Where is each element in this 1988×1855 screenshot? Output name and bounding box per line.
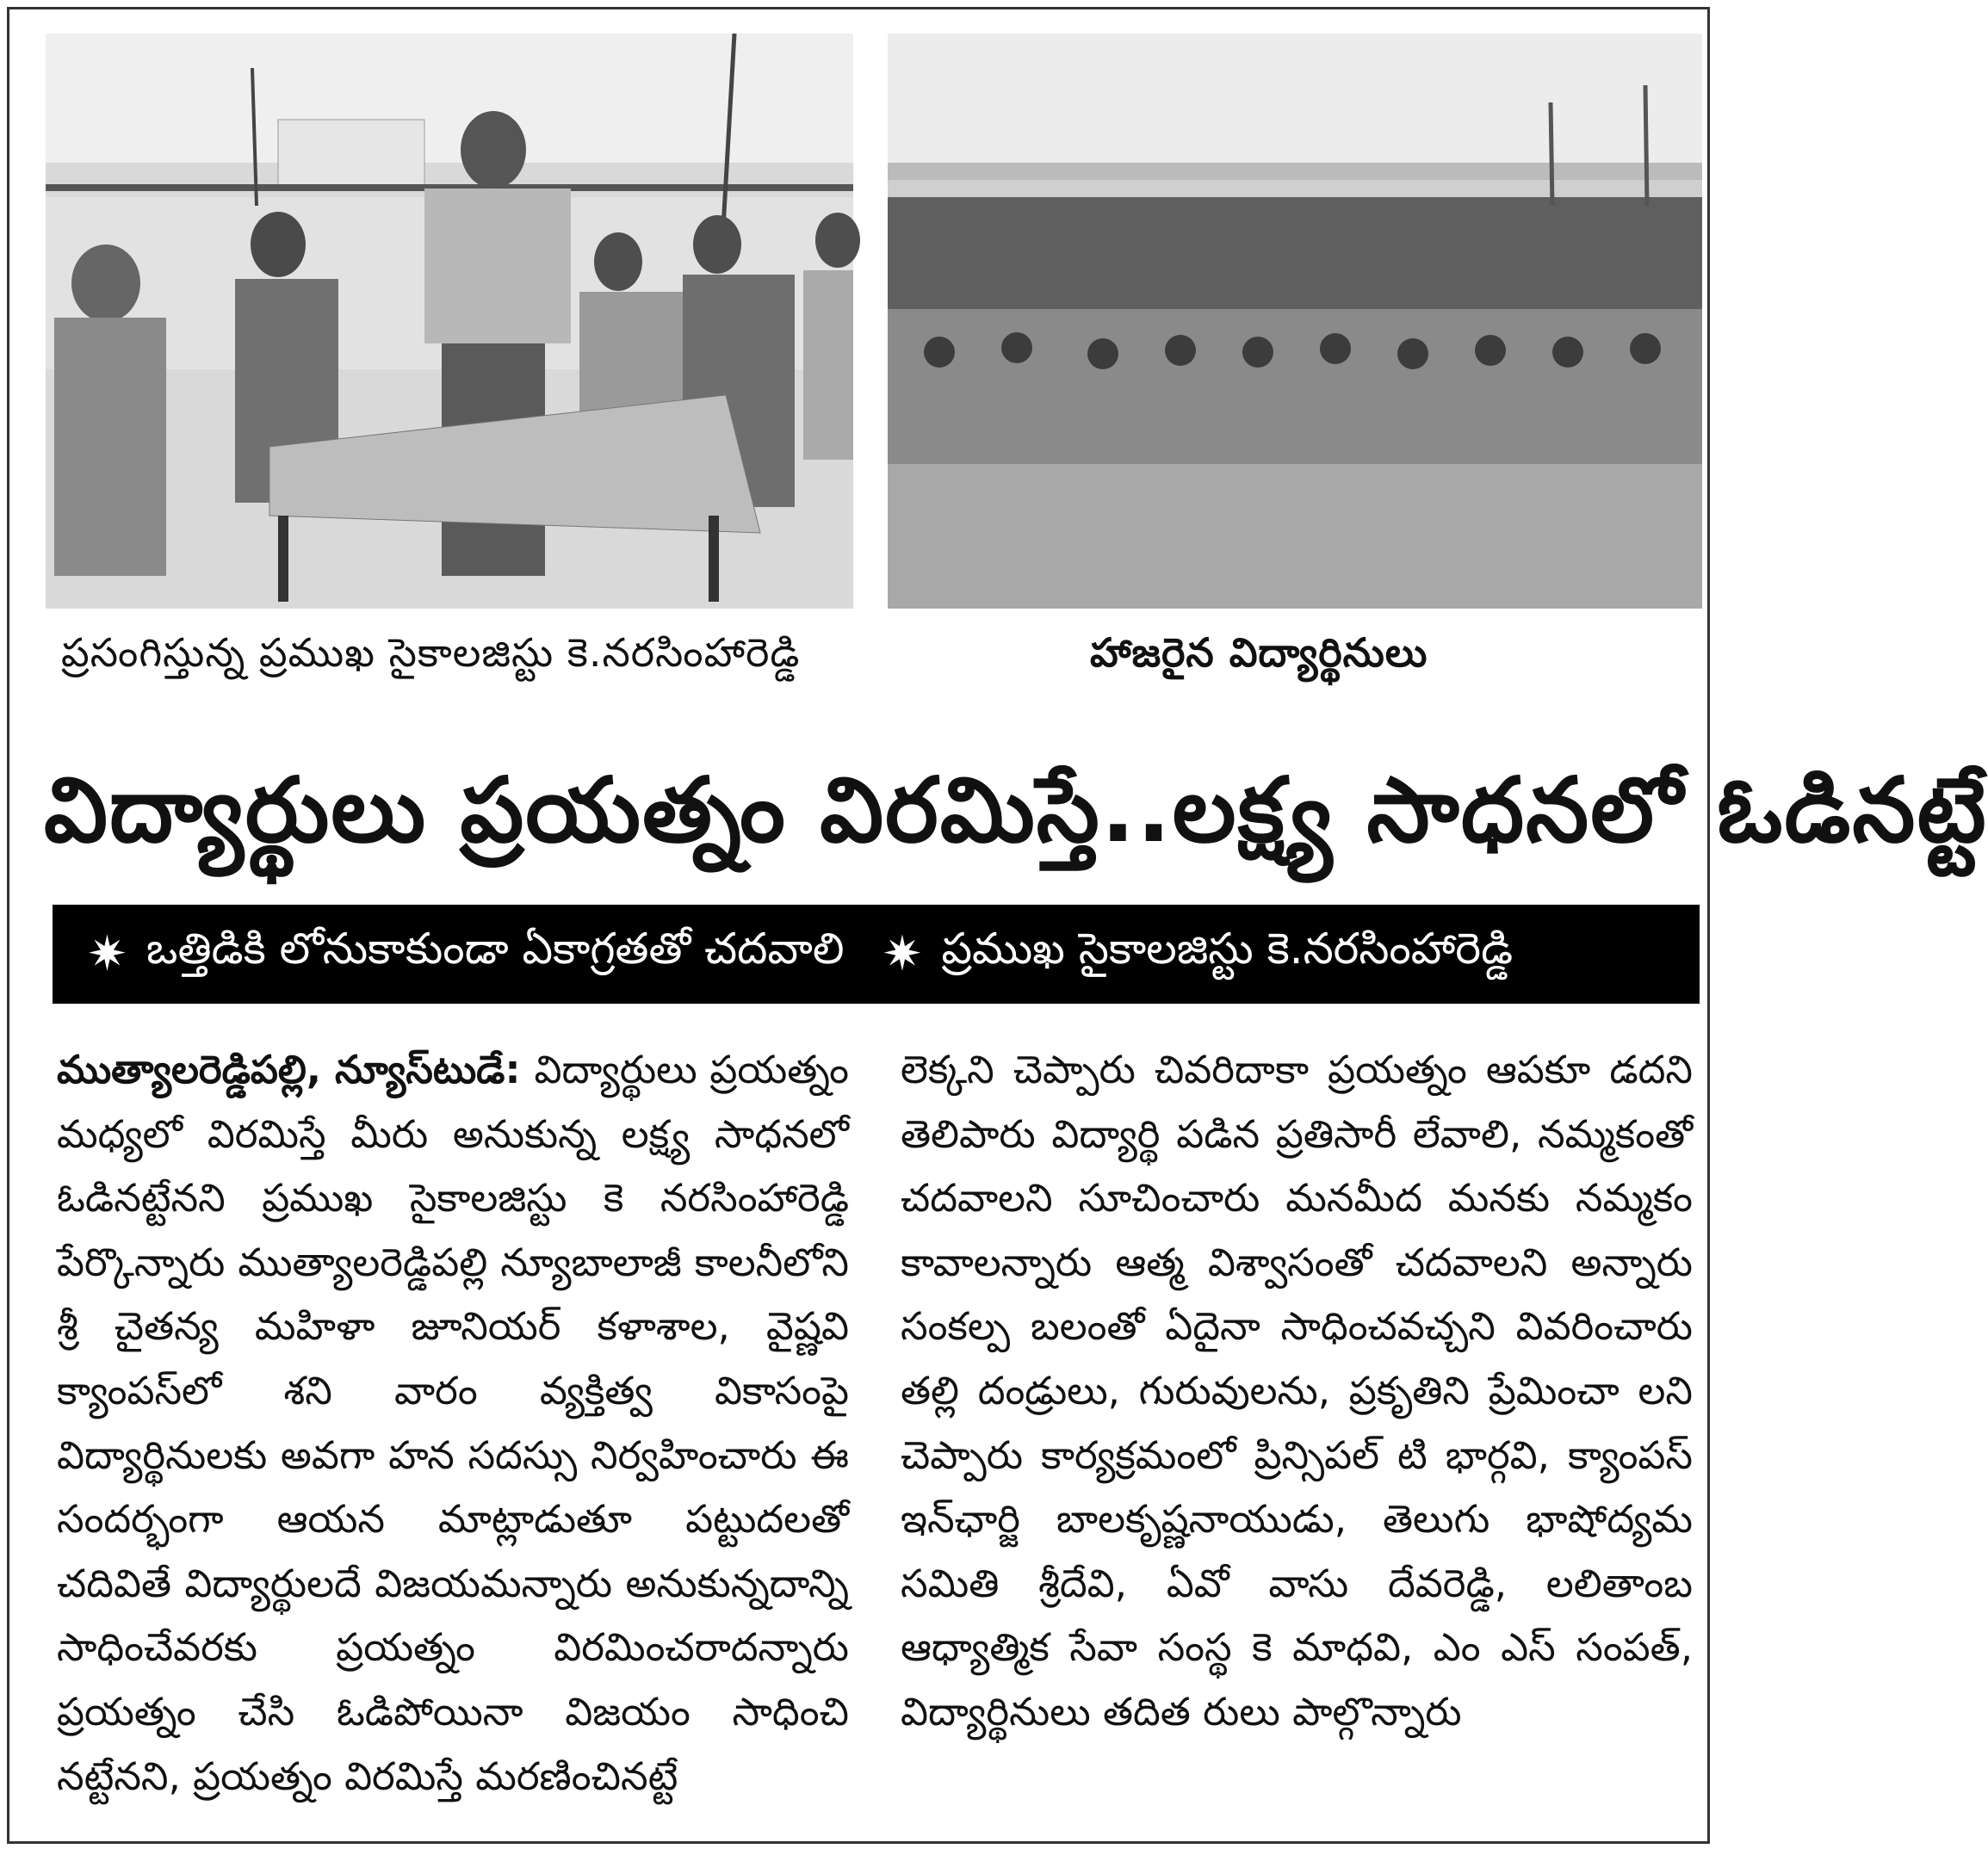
star-icon: ✷ xyxy=(87,926,127,982)
audience-photo xyxy=(888,34,1702,609)
right-photo-caption: హాజరైన విద్యార్థినులు xyxy=(1090,629,1428,676)
speaker-photo-image xyxy=(46,34,853,609)
newspaper-clipping xyxy=(7,7,1988,1844)
audience-photo-image xyxy=(888,34,1702,609)
subheadline-bar xyxy=(53,905,1700,1004)
article-body-left: విద్యార్థులు ప్రయత్నం మధ్యలో విరమిస్తే మీరు అనుకున్న లక్ష్య సాధనలో ఓడినట్టేనని ప్రముఖ సైకాలజిస్టు కె నరసింహారెడ్డి పేర్కొన్నారు ముత్యాలరెడ్డిపల్లి న్యూబాలాజీ కాలనీలోని శ్రీ చైతన్య మహిళా జూనియర్ కళాశాల, వైష్ణవి క్యాంపస్‌లో శని వారం వ్యక్తిత్వ వికాసంపై విద్యార్థినులకు అవగా హన సదస్సు నిర్వహించారు ఈ సందర్భంగా ఆయన మాట్లాడుతూ పట్టుదలతో చదివితే విద్యార్థులదే విజయమన్నారు అనుకున్నదాన్ని సాధించేవరకు ప్రయత్నం విరమించరాదన్నారు ప్రయత్నం చేసి ఓడిపోయినా విజయం సాధించి నట్టేనని, ప్రయత్నం విరమిస్తే మరణించినట్టే xyxy=(57,1047,849,1799)
dateline: ముత్యాలరెడ్డిపల్లి, న్యూస్‌టుడే: xyxy=(57,1047,535,1092)
speaker-photo xyxy=(46,34,853,609)
article-body-right: లెక్కని చెప్పారు చివరిదాకా ప్రయత్నం ఆపకూ డదని తెలిపారు విద్యార్థి పడిన ప్రతిసారీ లేవాలి, నమ్మకంతో చదవాలని సూచించారు మనమీద మనకు నమ్మకం కావాలన్నారు ఆత్మ విశ్వాసంతో చదవాలని అన్నారు సంకల్ప బలంతో ఏదైనా సాధించవచ్చని వివరించారు తల్లి దండ్రులు, గురువులను, ప్రకృతిని ప్రేమించా లని చెప్పారు కార్యక్రమంలో ప్రిన్సిపల్ టి భార్గవి, క్యాంపస్ ఇన్‌ఛార్జి బాలకృష్ణనాయుడు, తెలుగు భాషోద్యమ సమితి శ్రీదేవి, ఏవో వాసు దేవరెడ్డి, లలితాంబ ఆధ్యాత్మిక సేవా సంస్థ కె మాధవి, ఎం ఎస్ సంపత్, విద్యార్థినులు తదిత రులు పాల్గొన్నారు xyxy=(901,1047,1693,1734)
headline: విద్యార్థులు ప్రయత్నం విరమిస్తే..లక్ష్య సాధనలో ఓడినట్టే xyxy=(44,757,1988,863)
article-column-right xyxy=(901,1038,1693,1745)
article-column-left xyxy=(57,1038,849,1809)
subheadline-item: ప్రముఖ సైకాలజిస్టు కె.నరసింహారెడ్డి xyxy=(941,924,1514,974)
subheadline-item: ఒత్తిడికి లోనుకాకుండా ఏకాగ్రతతో చదవాలి xyxy=(146,924,845,974)
star-icon: ✷ xyxy=(882,926,923,982)
left-photo-caption: ప్రసంగిస్తున్న ప్రముఖ సైకాలజిస్టు కె.నరసింహారెడ్డి xyxy=(61,629,801,676)
